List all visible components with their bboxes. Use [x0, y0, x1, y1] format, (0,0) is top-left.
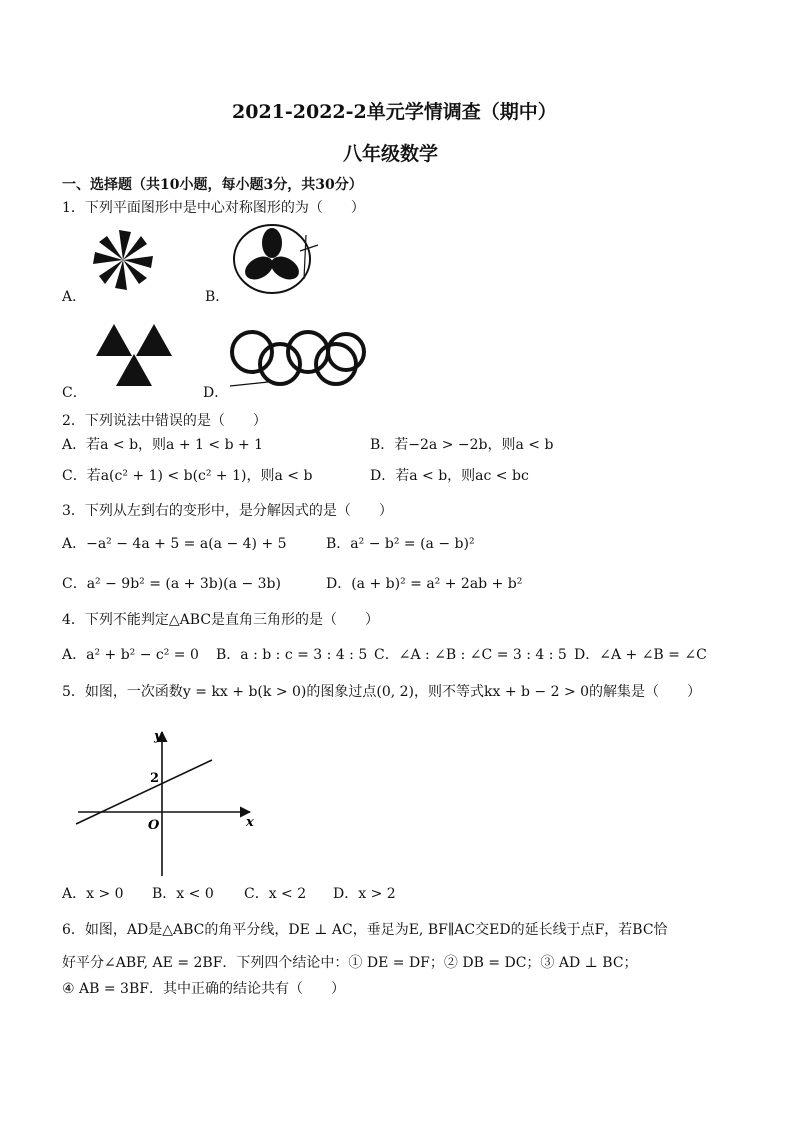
- q2-option-b: B．若−2a > −2b，则a < b: [370, 437, 554, 453]
- q3-option-b: B．a² − b² = (a − b)²: [326, 536, 475, 552]
- q5-option-b: B．x < 0: [152, 886, 214, 902]
- q4-option-c: C．∠A : ∠B : ∠C = 3 : 4 : 5: [374, 647, 567, 663]
- olympic-rings-figure: [228, 326, 368, 390]
- page-title: 2021-2022-2单元学情调查（期中）: [232, 101, 557, 123]
- q2-option-a: A．若a < b，则a + 1 < b + 1: [62, 437, 264, 453]
- question-5-stem: 5．如图，一次函数y = kx + b(k > 0)的图象过点(0, 2)，则不等式kx + b − 2 > 0的解集是（ ）: [62, 684, 702, 700]
- q4-option-b: B．a : b : c = 3 : 4 : 5: [216, 647, 368, 663]
- question-6-line-3: ④ AB = 3BF．其中正确的结论共有（ ）: [62, 981, 345, 997]
- section-header: 一、选择题（共10小题，每小题3分，共30分）: [62, 177, 363, 193]
- graph-x-label: x: [246, 815, 254, 830]
- pinwheel-figure: [90, 227, 156, 293]
- q3-option-c: C．a² − 9b² = (a + 3b)(a − 3b): [62, 576, 281, 592]
- three-triangles-figure: [94, 322, 174, 386]
- three-leaf-circle-figure: [230, 223, 322, 295]
- q5-option-a: A．x > 0: [62, 886, 124, 902]
- question-2-stem: 2．下列说法中错误的是（ ）: [62, 413, 267, 429]
- q1-option-c-label: C．: [62, 385, 87, 401]
- page-subtitle: 八年级数学: [343, 143, 439, 165]
- graph-origin-label: O: [148, 818, 160, 833]
- q2-option-c: C．若a(c² + 1) < b(c² + 1)，则a < b: [62, 468, 313, 484]
- question-6-line-1: 6．如图，AD是△ABC的角平分线，DE ⊥ AC，垂足为E, BF∥AC交ED的延长线于点F，若BC恰: [62, 922, 668, 938]
- question-6-line-2: 好平分∠ABF, AE = 2BF．下列四个结论中：① DE = DF；② DB = DC；③ AD ⊥ BC；: [62, 955, 638, 971]
- q1-option-d-label: D．: [203, 385, 229, 401]
- question-1-stem: 1．下列平面图形中是中心对称图形的为（ ）: [62, 200, 365, 216]
- q2-option-d: D．若a < b，则ac < bc: [370, 468, 529, 484]
- q1-option-a-label: A．: [62, 289, 87, 305]
- q3-option-d: D．(a + b)² = a² + 2ab + b²: [326, 576, 523, 592]
- q4-option-d: D．∠A + ∠B = ∠C: [574, 647, 707, 663]
- question-4-stem: 4．下列不能判定△ABC是直角三角形的是（ ）: [62, 612, 380, 628]
- graph-y-label: y: [154, 729, 162, 744]
- linear-function-graph: [70, 726, 270, 882]
- q4-option-a: A．a² + b² − c² = 0: [62, 647, 199, 663]
- graph-intercept-label: 2: [150, 771, 160, 786]
- q5-option-c: C．x < 2: [244, 886, 307, 902]
- q3-option-a: A．−a² − 4a + 5 = a(a − 4) + 5: [62, 536, 287, 552]
- q1-option-b-label: B．: [205, 289, 230, 305]
- q5-option-d: D．x > 2: [333, 886, 396, 902]
- question-3-stem: 3．下列从左到右的变形中，是分解因式的是（ ）: [62, 503, 393, 519]
